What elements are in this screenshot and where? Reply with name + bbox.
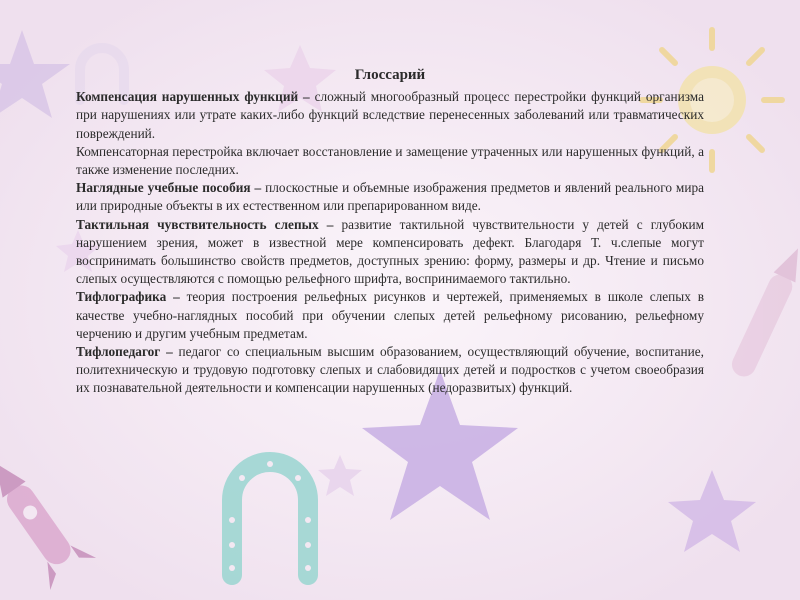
glossary-term: Тактильная чувствительность слепых – <box>76 216 334 232</box>
glossary-definition: сложный многообразный процесс перестройки функций организма при нарушениях или утрате каких-либо функций вследствие перенесенных заболеваний или травматических повреждений. <box>76 89 704 141</box>
glossary-block <box>76 66 704 398</box>
glossary-entry <box>76 88 704 143</box>
glossary-term: Тифлопедагог – <box>76 344 173 360</box>
page-title: Глоссарий <box>354 67 426 83</box>
glossary-term: Компенсация нарушенных функций – <box>76 89 310 105</box>
glossary-definition: педагог со специальным высшим образованием, осуществляющий обучение, воспитание, политехническую и трудовую подготовку слепых и слабовидящих детей и подростков с учетом своеобразия их познавательной деятельности и компенсации нарушенных (недоразвитых) функций. <box>76 344 705 396</box>
glossary-entry <box>76 216 704 289</box>
glossary-definition: теория построения рельефных рисунков и чертежей, применяемых в школе слепых в качестве учебно-наглядных пособий при обучении слепых детей рельефному рисованию, рельефному черчению и другим учебным предметам. <box>76 289 704 341</box>
glossary-definition: Компенсаторная перестройка включает восстановление и замещение утраченных или нарушенных функций, а также изменение последних. <box>76 143 704 178</box>
glossary-entry <box>76 343 704 398</box>
glossary-term: Тифлографика – <box>76 289 180 305</box>
glossary-entry <box>76 288 704 343</box>
glossary-entry <box>76 143 704 179</box>
glossary-definition: плоскостные и объемные изображения предметов и явлений реального мира или природные объекты в их естественном или препарированном виде. <box>76 180 704 214</box>
glossary-definition: развитие тактильной чувствительности у детей с глубоким нарушением зрения, может в известной мере компенсировать дефект. Благодаря Т. ч.слепые могут воспринимать большинство свойств предметов, доступных зрению: форму, размеры и др. Чтение и письмо слепых осуществляются с помощью рельефного шрифта, воспринимаемого тактильно. <box>76 216 705 287</box>
glossary-entry <box>76 179 704 215</box>
glossary-term: Наглядные учебные пособия – <box>76 180 262 196</box>
